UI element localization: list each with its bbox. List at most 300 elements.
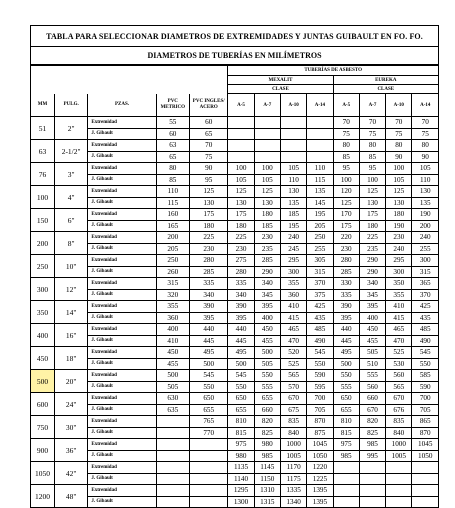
eureka-value-cell [333,496,359,508]
pvc-ingles-cell: 650 [190,393,228,405]
eureka-value-cell: 80 [412,140,439,152]
eureka-a5-header: A-5 [333,94,359,117]
mexalit-value-cell: 555 [254,381,280,393]
mm-cell: 51 [31,117,55,140]
eureka-value-cell: 655 [333,404,359,416]
pvc-ingles-cell: 395 [190,312,228,324]
eureka-value-cell: 80 [359,140,385,152]
eureka-value-cell: 355 [386,289,412,301]
table-row [31,117,439,129]
pvc-metrico-cell [156,462,189,474]
pvc-ingles-cell: 225 [190,232,228,244]
mexalit-value-cell: 550 [307,358,333,370]
eureka-value-cell: 650 [333,393,359,405]
pulg-cell: 10" [54,255,87,278]
pvc-ingles-cell: 125 [190,186,228,198]
pvc-ingles-cell [190,462,228,474]
eureka-value-cell: 510 [359,358,385,370]
eureka-value-cell: 300 [386,266,412,278]
mexalit-value-cell [307,117,333,129]
table-row [31,324,439,336]
table-row [31,393,439,405]
mexalit-value-cell: 1005 [280,450,306,462]
pvc-metrico-cell: 400 [156,324,189,336]
pieza-cell: J. Gibault [88,197,156,209]
eureka-value-cell [333,462,359,474]
mexalit-value-cell: 285 [254,255,280,267]
eureka-value-cell: 365 [412,278,439,290]
pulg-cell: 24" [54,393,87,416]
table-row [31,255,439,267]
table-row [31,439,439,451]
pvc-ingles-cell: 770 [190,427,228,439]
mm-cell: 150 [31,209,55,232]
eureka-value-cell: 95 [333,163,359,175]
mexalit-value-cell: 125 [254,186,280,198]
mexalit-value-cell: 340 [254,278,280,290]
eureka-value-cell: 100 [333,174,359,186]
table-row [31,163,439,175]
table-row [31,427,439,439]
eureka-value-cell: 1045 [412,439,439,451]
mexalit-value-cell: 370 [307,278,333,290]
pvc-metrico-cell [156,485,189,497]
mexalit-value-cell: 1340 [280,496,306,508]
pulg-cell: 6" [54,209,87,232]
mexalit-clase-header: CLASE [228,85,333,94]
eureka-value-cell: 315 [412,266,439,278]
eureka-value-cell: 180 [359,220,385,232]
table-row [31,151,439,163]
table-row [31,473,439,485]
pzas-header: PZAS. [88,94,156,117]
mexalit-value-cell: 305 [307,255,333,267]
mexalit-value-cell: 115 [307,174,333,186]
eureka-value-cell: 280 [333,255,359,267]
eureka-value-cell: 835 [386,416,412,428]
pulg-cell: 14" [54,301,87,324]
mexalit-value-cell: 1145 [254,462,280,474]
eureka-value-cell: 840 [386,427,412,439]
mexalit-header: MEXALIT [228,76,333,85]
mexalit-value-cell: 250 [307,232,333,244]
mexalit-value-cell: 820 [254,416,280,428]
mexalit-value-cell: 410 [280,301,306,313]
diameter-table-sheet [30,25,439,508]
pvc-metrico-cell: 455 [156,358,189,370]
eureka-value-cell: 985 [333,450,359,462]
mexalit-value-cell: 230 [228,243,254,255]
eureka-value-cell: 345 [359,289,385,301]
mexalit-value-cell: 110 [307,163,333,175]
pvc-ingles-cell: 65 [190,128,228,140]
eureka-value-cell: 865 [412,416,439,428]
eureka-value-cell: 670 [359,404,385,416]
table-row [31,416,439,428]
eureka-value-cell: 95 [359,163,385,175]
eureka-value-cell: 85 [359,151,385,163]
pvc-ingles-cell: 75 [190,151,228,163]
mm-cell: 900 [31,439,55,462]
pulg-cell: 42" [54,462,87,485]
mexalit-value-cell: 975 [228,439,254,451]
mm-cell: 400 [31,324,55,347]
mexalit-value-cell: 1310 [254,485,280,497]
eureka-value-cell [412,473,439,485]
mm-cell: 63 [31,140,55,163]
eureka-value-cell: 70 [386,117,412,129]
eureka-value-cell: 410 [386,301,412,313]
eureka-value-cell: 435 [412,312,439,324]
eureka-value-cell: 585 [412,370,439,382]
mexalit-value-cell: 1000 [280,439,306,451]
mexalit-value-cell: 230 [254,232,280,244]
pvc-metrico-cell: 60 [156,128,189,140]
table-row [31,174,439,186]
pulg-cell: 3" [54,163,87,186]
pvc-metrico-cell: 85 [156,174,189,186]
mexalit-value-cell [307,140,333,152]
mexalit-value-cell: 135 [307,186,333,198]
mexalit-value-cell [254,117,280,129]
mexalit-value-cell: 505 [254,358,280,370]
pieza-cell: J. Gibault [88,174,156,186]
pvc-ingles-cell: 180 [190,220,228,232]
pieza-cell: J. Gibault [88,266,156,278]
eureka-value-cell: 485 [412,324,439,336]
pvc-ingles-cell: 70 [190,140,228,152]
eureka-value-cell: 85 [333,151,359,163]
mexalit-value-cell: 125 [228,186,254,198]
pvc-ingles-cell: 285 [190,266,228,278]
pieza-cell: J. Gibault [88,220,156,232]
pvc-metrico-cell: 115 [156,197,189,209]
mexalit-value-cell: 440 [228,324,254,336]
mexalit-value-cell: 485 [307,324,333,336]
mexalit-value-cell: 465 [280,324,306,336]
mexalit-value-cell: 675 [280,404,306,416]
mexalit-value-cell: 705 [307,404,333,416]
table-row [31,450,439,462]
table-row [31,404,439,416]
pieza-cell: J. Gibault [88,450,156,462]
mm-header: MM [31,94,55,117]
pvc-ingles-cell: 230 [190,243,228,255]
mexalit-value-cell [254,151,280,163]
pieza-cell: Extremidad [88,416,156,428]
mexalit-value-cell [254,140,280,152]
pvc-metrico-cell: 635 [156,404,189,416]
pvc-metrico-cell: 360 [156,312,189,324]
pvc-metrico-cell: 260 [156,266,189,278]
mexalit-value-cell: 700 [307,393,333,405]
mexalit-value-cell: 245 [280,243,306,255]
pvc-metrico-cell: 630 [156,393,189,405]
mexalit-value-cell: 255 [307,243,333,255]
mexalit-value-cell: 1295 [228,485,254,497]
pvc-ingles-cell [190,473,228,485]
table-row [31,347,439,359]
eureka-value-cell: 235 [359,243,385,255]
eureka-value-cell [412,462,439,474]
table-row [31,278,439,290]
mexalit-value-cell: 105 [280,163,306,175]
eureka-value-cell [359,462,385,474]
eureka-value-cell: 555 [359,370,385,382]
eureka-value-cell: 815 [333,427,359,439]
eureka-value-cell: 500 [333,358,359,370]
table-row [31,358,439,370]
mexalit-value-cell: 180 [228,220,254,232]
mexalit-value-cell: 185 [280,209,306,221]
pvc-metrico-cell: 500 [156,370,189,382]
mexalit-value-cell [228,117,254,129]
mexalit-value-cell: 135 [280,197,306,209]
pieza-cell: Extremidad [88,186,156,198]
eureka-value-cell: 560 [359,381,385,393]
eureka-value-cell: 125 [359,186,385,198]
pvc-metrico-cell [156,416,189,428]
mexalit-value-cell: 355 [280,278,306,290]
pulg-cell: 12" [54,278,87,301]
eureka-value-cell: 810 [333,416,359,428]
eureka-value-cell: 995 [359,450,385,462]
mexalit-value-cell: 660 [254,404,280,416]
eureka-value-cell: 75 [412,128,439,140]
mexalit-value-cell: 1395 [307,485,333,497]
eureka-a7-header: A-7 [359,94,385,117]
eureka-value-cell: 445 [333,335,359,347]
pulg-cell: 2-1/2" [54,140,87,163]
eureka-value-cell: 550 [333,370,359,382]
pulg-cell: 2" [54,117,87,140]
pulg-header: PULG. [54,94,87,117]
eureka-value-cell: 490 [412,335,439,347]
mexalit-value-cell: 1050 [307,450,333,462]
eureka-value-cell: 450 [359,324,385,336]
mexalit-value-cell: 1315 [254,496,280,508]
pvc-ingles-cell: 495 [190,347,228,359]
diameter-table [30,65,439,508]
mm-cell: 250 [31,255,55,278]
mexalit-value-cell: 195 [307,209,333,221]
table-row [31,381,439,393]
pvc-ingles-cell: 90 [190,163,228,175]
mexalit-value-cell: 235 [254,243,280,255]
mexalit-value-cell: 375 [307,289,333,301]
pvc-metrico-cell [156,439,189,451]
mexalit-value-cell: 815 [228,427,254,439]
pieza-cell: Extremidad [88,347,156,359]
pvc-metrico-cell: 450 [156,347,189,359]
mexalit-value-cell: 1175 [280,473,306,485]
pieza-cell: J. Gibault [88,381,156,393]
pvc-ingles-cell: 390 [190,301,228,313]
mexalit-value-cell: 110 [280,174,306,186]
eureka-clase-header: CLASE [333,85,438,94]
pieza-cell: Extremidad [88,117,156,129]
mexalit-value-cell: 105 [254,174,280,186]
eureka-value-cell: 440 [333,324,359,336]
mexalit-value-cell [307,128,333,140]
eureka-value-cell: 130 [386,197,412,209]
pvc-metrico-cell: 200 [156,232,189,244]
mexalit-value-cell: 520 [280,347,306,359]
eureka-value-cell: 495 [333,347,359,359]
mexalit-value-cell: 400 [254,312,280,324]
eureka-value-cell: 390 [333,301,359,313]
header-blank [31,66,228,94]
eureka-value-cell: 705 [412,404,439,416]
table-row [31,266,439,278]
pvc-metrico-cell: 55 [156,117,189,129]
eureka-value-cell [333,485,359,497]
pvc-ingles-cell [190,485,228,497]
table-row [31,197,439,209]
pieza-cell: J. Gibault [88,404,156,416]
eureka-value-cell: 90 [386,151,412,163]
eureka-value-cell: 100 [359,174,385,186]
table-row [31,485,439,497]
pvc-ingles-cell: 60 [190,117,228,129]
pvc-ingles-cell: 335 [190,278,228,290]
mexalit-value-cell: 655 [228,404,254,416]
pieza-cell: Extremidad [88,439,156,451]
eureka-value-cell: 220 [333,232,359,244]
mexalit-value-cell: 145 [307,197,333,209]
mm-cell: 1050 [31,462,55,485]
eureka-value-cell: 545 [412,347,439,359]
mexalit-value-cell: 340 [228,289,254,301]
mexalit-value-cell [228,128,254,140]
mm-cell: 1200 [31,485,55,508]
eureka-value-cell: 470 [386,335,412,347]
mm-cell: 450 [31,347,55,370]
pieza-cell: J. Gibault [88,312,156,324]
table-row [31,312,439,324]
mexalit-value-cell: 550 [254,370,280,382]
table-row [31,140,439,152]
eureka-value-cell: 590 [412,381,439,393]
eureka-value-cell: 985 [359,439,385,451]
mexalit-value-cell: 495 [228,347,254,359]
mexalit-value-cell: 490 [307,335,333,347]
eureka-value-cell [333,473,359,485]
mexalit-value-cell: 670 [280,393,306,405]
mexalit-value-cell: 545 [228,370,254,382]
pulg-cell: 16" [54,324,87,347]
eureka-value-cell [386,485,412,497]
mexalit-value-cell: 500 [228,358,254,370]
eureka-value-cell: 255 [412,243,439,255]
eureka-value-cell: 555 [333,381,359,393]
pieza-cell: J. Gibault [88,289,156,301]
mexalit-a7-header: A-7 [254,94,280,117]
pvc-ingles-cell: 500 [190,358,228,370]
mexalit-value-cell: 105 [228,174,254,186]
mexalit-value-cell [228,140,254,152]
eureka-value-cell: 225 [359,232,385,244]
pvc-ingles-cell: 95 [190,174,228,186]
mexalit-value-cell: 590 [307,370,333,382]
mexalit-value-cell: 130 [228,197,254,209]
pvc-ingles-cell: 280 [190,255,228,267]
pieza-cell: J. Gibault [88,496,156,508]
mexalit-value-cell: 870 [307,416,333,428]
pvc-metrico-cell [156,450,189,462]
eureka-value-cell: 670 [386,393,412,405]
mm-cell: 76 [31,163,55,186]
pieza-cell: J. Gibault [88,473,156,485]
pieza-cell: Extremidad [88,163,156,175]
mexalit-value-cell: 1395 [307,496,333,508]
eureka-value-cell: 110 [412,174,439,186]
pvc-metrico-cell: 160 [156,209,189,221]
pvc-ingles-cell [190,496,228,508]
mexalit-value-cell: 650 [228,393,254,405]
eureka-value-cell: 75 [386,128,412,140]
mexalit-value-cell: 295 [280,255,306,267]
pieza-cell: Extremidad [88,370,156,382]
pvc-metrico-cell: 250 [156,255,189,267]
mexalit-value-cell [280,128,306,140]
pvc-ingles-cell: 550 [190,381,228,393]
pieza-cell: Extremidad [88,140,156,152]
eureka-value-cell: 335 [333,289,359,301]
mexalit-value-cell: 175 [228,209,254,221]
mm-cell: 600 [31,393,55,416]
eureka-value-cell: 100 [386,163,412,175]
mexalit-value-cell: 655 [254,393,280,405]
pieza-cell: Extremidad [88,393,156,405]
eureka-value-cell: 230 [333,243,359,255]
mexalit-value-cell: 425 [307,301,333,313]
mexalit-value-cell: 185 [254,220,280,232]
eureka-value-cell: 465 [386,324,412,336]
mm-cell: 500 [31,370,55,393]
mexalit-value-cell [280,117,306,129]
eureka-value-cell: 70 [359,117,385,129]
eureka-value-cell: 340 [359,278,385,290]
eureka-value-cell: 180 [386,209,412,221]
eureka-value-cell: 1000 [386,439,412,451]
eureka-value-cell: 75 [359,128,385,140]
eureka-value-cell: 70 [412,117,439,129]
mm-cell: 300 [31,278,55,301]
pvc-ingles-cell: 175 [190,209,228,221]
eureka-value-cell: 105 [386,174,412,186]
pieza-cell: Extremidad [88,209,156,221]
eureka-value-cell: 370 [412,289,439,301]
eureka-value-cell [412,485,439,497]
eureka-value-cell: 175 [359,209,385,221]
mm-cell: 100 [31,186,55,209]
mexalit-value-cell: 275 [228,255,254,267]
pieza-cell: J. Gibault [88,128,156,140]
pvc-metrico-cell [156,473,189,485]
mexalit-value-cell: 570 [280,381,306,393]
mexalit-value-cell: 390 [228,301,254,313]
eureka-value-cell: 290 [359,255,385,267]
table-title: TABLA PARA SELECCIONAR DIAMETROS DE EXTREMIDADES Y JUNTAS GUIBAULT EN FO. FO. [30,25,439,47]
eureka-value-cell [359,485,385,497]
mexalit-value-cell: 290 [254,266,280,278]
pvc-ingles-cell [190,439,228,451]
eureka-value-cell: 565 [386,381,412,393]
eureka-value-cell [386,473,412,485]
mexalit-value-cell: 1045 [307,439,333,451]
mexalit-value-cell: 470 [280,335,306,347]
